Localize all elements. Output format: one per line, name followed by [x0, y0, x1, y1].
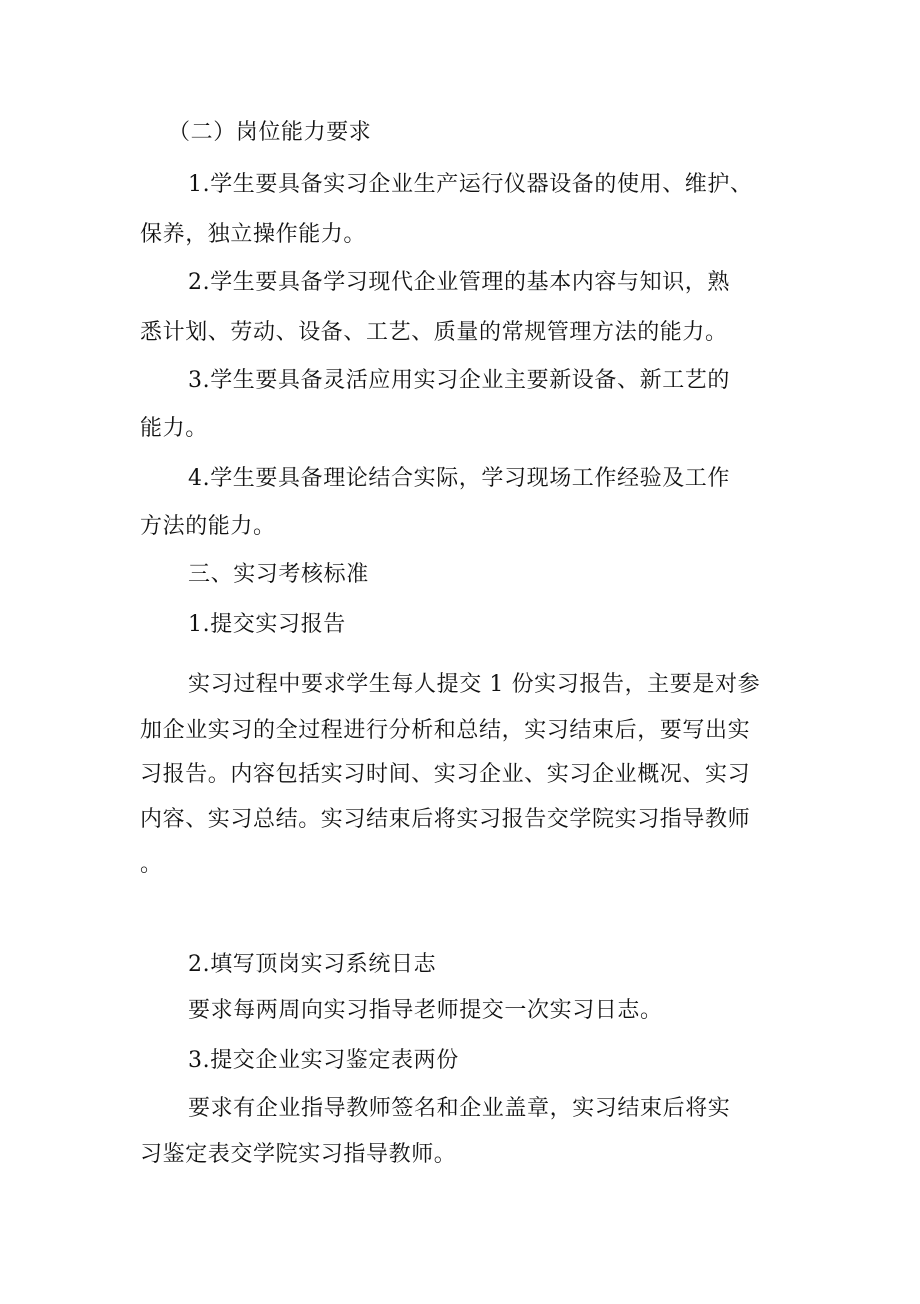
paragraph-line: 4.学生要具备理论结合实际，学习现场工作经验及工作 [188, 466, 730, 491]
paragraph-line: 加企业实习的全过程进行分析和总结，实习结束后，要写出实 [140, 718, 751, 743]
section-heading-assessment: 三、实习考核标准 [188, 562, 369, 587]
paragraph-line: 要求有企业指导教师签名和企业盖章，实习结束后将实 [188, 1096, 731, 1121]
subheading-log: 2.填写顶岗实习系统日志 [188, 952, 437, 977]
paragraph-line: 实习过程中要求学生每人提交 1 份实习报告，主要是对参 [188, 672, 761, 697]
paragraph-line: 保养，独立操作能力。 [140, 222, 367, 247]
paragraph-line: 习鉴定表交学院实习指导教师。 [140, 1142, 457, 1167]
subheading-report: 1.提交实习报告 [188, 612, 346, 637]
paragraph-line: 悉计划、劳动、设备、工艺、质量的常规管理方法的能力。 [140, 320, 728, 345]
paragraph-line: 方法的能力。 [140, 514, 276, 539]
paragraph-line: 1.学生要具备实习企业生产运行仪器设备的使用、维护、 [188, 172, 753, 197]
paragraph-line: 内容、实习总结。实习结束后将实习报告交学院实习指导教师 [140, 807, 751, 832]
subheading-appraisal: 3.提交企业实习鉴定表两份 [188, 1048, 459, 1073]
paragraph-line: 2.学生要具备学习现代企业管理的基本内容与知识，熟 [188, 270, 730, 295]
paragraph-line: 习报告。内容包括实习时间、实习企业、实习企业概况、实习 [140, 762, 751, 787]
section-heading-job-ability: （二）岗位能力要求 [168, 120, 372, 145]
paragraph-line: 能力。 [140, 416, 208, 441]
paragraph-line: 3.学生要具备灵活应用实习企业主要新设备、新工艺的 [188, 368, 730, 393]
paragraph-line: 。 [140, 852, 163, 877]
paragraph-line: 要求每两周向实习指导老师提交一次实习日志。 [188, 998, 663, 1023]
